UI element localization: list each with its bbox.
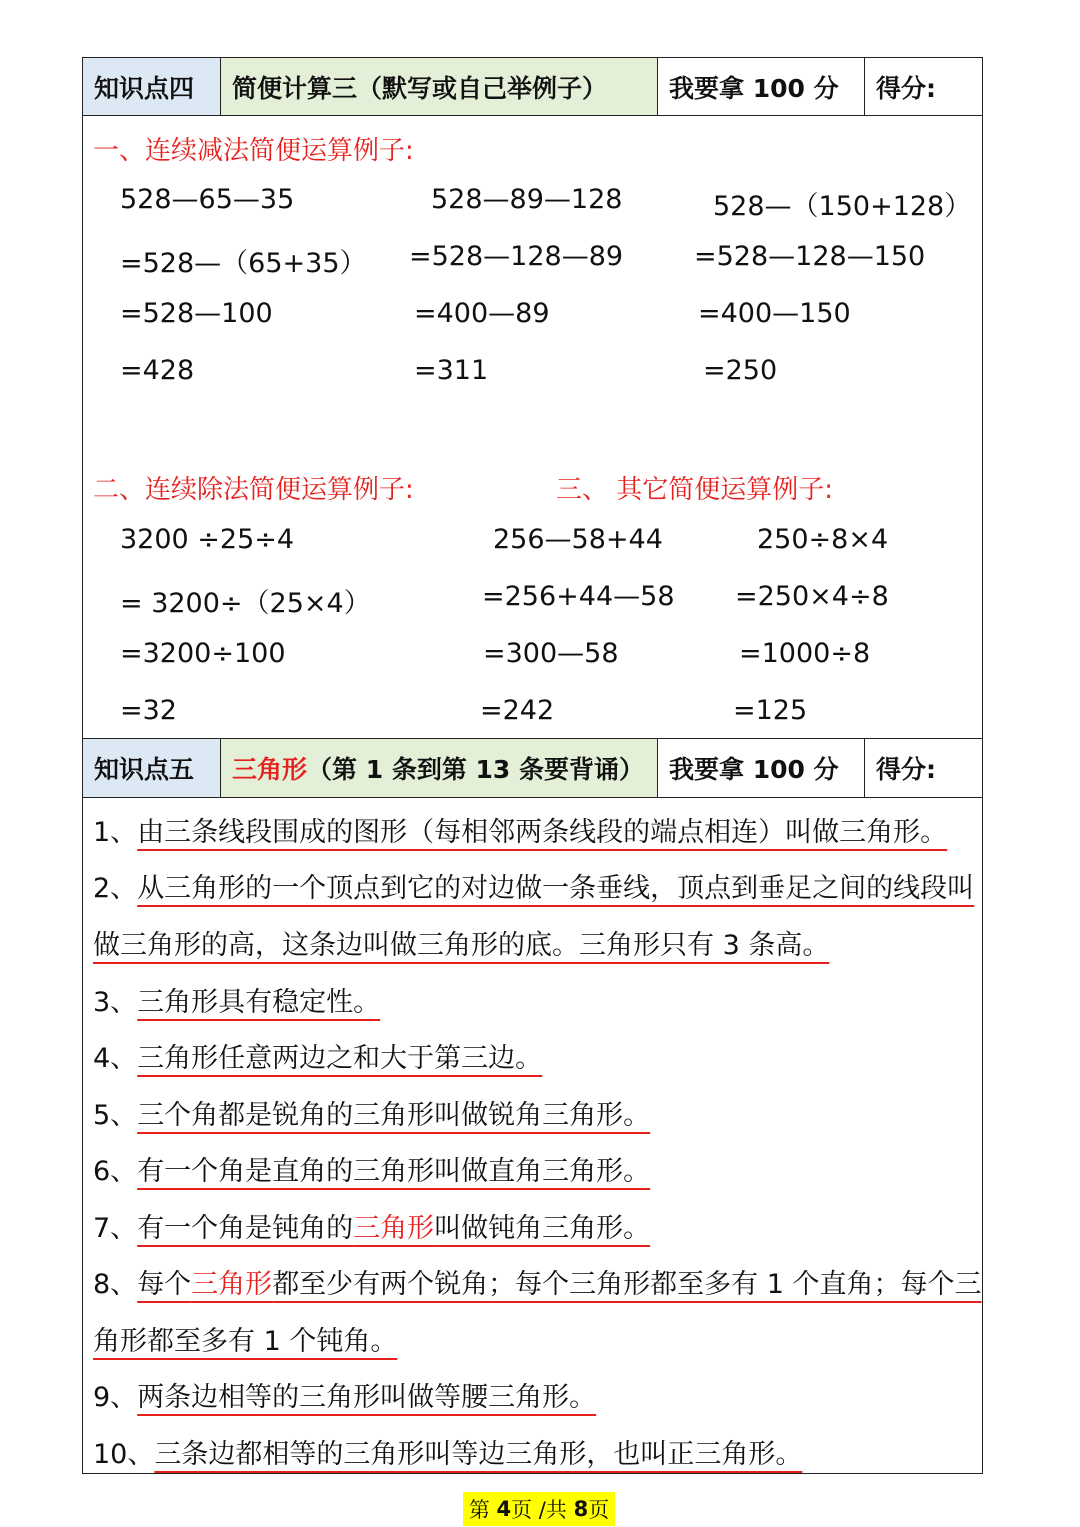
list-item-continued: [93, 923, 829, 962]
sec3-heading: 三、 其它简便运算例子:: [556, 475, 834, 505]
list-item: [93, 810, 947, 849]
div-col2-line: =300—58: [483, 638, 619, 669]
list-item: [93, 1036, 542, 1075]
kp4-tag: 知识点四: [83, 58, 221, 115]
kp4-header: [83, 58, 982, 116]
kp5-title-red: 三角形: [232, 755, 308, 784]
sub-col1-line: =428: [120, 355, 195, 386]
item-number: 9、: [93, 1382, 138, 1413]
div-col3-line: =250×4÷8: [735, 581, 889, 612]
item-text: 都至少有两个锐角；每个三角形都至多有 1 个直角；每个三: [272, 1269, 982, 1300]
page-footer: [463, 1492, 615, 1526]
div-col2-line: =256+44—58: [482, 581, 675, 612]
div-col2-line: =242: [480, 695, 555, 726]
sub-col2-line: 528—89—128: [431, 184, 623, 215]
div-col1-line: = 3200÷（25×4）: [120, 588, 371, 619]
page-number: 4: [496, 1497, 512, 1521]
item-number: 6、: [93, 1156, 138, 1187]
item-text: 三个角都是锐角的三角形叫做锐角三角形。: [137, 1100, 651, 1131]
footer-text: 页: [588, 1498, 610, 1522]
list-item: [93, 1262, 982, 1301]
item-text: 三角形任意两边之和大于第三边。: [137, 1043, 543, 1074]
sub-col3-line: 528—（150+128）: [713, 191, 972, 222]
sub-col1-line: =528—（65+35）: [120, 248, 367, 279]
kp5-title: [221, 739, 658, 797]
item-text-highlight: 三角形: [191, 1269, 273, 1300]
item-number: 1、: [93, 817, 138, 848]
sec1-heading: 一、连续减法简便运算例子:: [93, 136, 414, 166]
sub-col1-line: =528—100: [120, 298, 273, 329]
item-number: 8、: [93, 1269, 138, 1300]
footer-text: 页 /共: [511, 1498, 574, 1522]
list-item: [93, 1093, 650, 1132]
kp5-goal: 我要拿 100 分: [658, 739, 865, 797]
div-col1-line: =32: [120, 695, 177, 726]
kp5-title-rest: （第 1 条到第 13 条要背诵）: [307, 755, 645, 784]
div-col1-line: 3200 ÷25÷4: [120, 524, 295, 555]
div-col3-line: =125: [733, 695, 808, 726]
item-text: 三角形具有稳定性。: [137, 987, 381, 1018]
item-text: 角形都至多有 1 个钝角。: [93, 1326, 398, 1357]
kp4-title: 简便计算三（默写或自己举例子）: [221, 58, 658, 115]
item-text: 三条边都相等的三角形叫等边三角形，也叫正三角形。: [154, 1439, 803, 1470]
item-text: 叫做钝角三角形。: [434, 1213, 651, 1244]
worksheet: [82, 57, 983, 1474]
sub-col1-line: 528—65—35: [120, 184, 295, 215]
kp4-goal: 我要拿 100 分: [658, 58, 865, 115]
item-text-highlight: 三角形: [353, 1213, 435, 1244]
kp4-score: 得分:: [876, 73, 936, 103]
div-col3-line: 250÷8×4: [757, 524, 889, 555]
div-col2-line: 256—58+44: [493, 524, 663, 555]
sub-col2-line: =528—128—89: [409, 241, 624, 272]
footer-text: 第: [468, 1498, 497, 1522]
sec2-heading: 二、连续除法简便运算例子:: [93, 475, 414, 505]
sub-col2-line: =311: [414, 355, 489, 386]
list-item: [93, 980, 380, 1019]
div-col1-line: =3200÷100: [120, 638, 286, 669]
sub-col2-line: =400—89: [414, 298, 550, 329]
kp5-header: [83, 738, 982, 798]
sub-col3-line: =400—150: [698, 298, 851, 329]
list-item: [93, 1432, 802, 1471]
sub-col3-line: =250: [703, 355, 778, 386]
sub-col3-line: =528—128—150: [694, 241, 926, 272]
item-text: 有一个角是直角的三角形叫做直角三角形。: [137, 1156, 651, 1187]
item-number: 3、: [93, 987, 138, 1018]
item-text: 每个: [137, 1269, 192, 1300]
kp5-tag: 知识点五: [83, 739, 221, 797]
item-number: 4、: [93, 1043, 138, 1074]
item-text: 由三条线段围成的图形（每相邻两条线段的端点相连）叫做三角形。: [137, 817, 948, 848]
kp5-score: 得分:: [876, 755, 936, 784]
list-item-continued: [93, 1319, 397, 1358]
item-number: 5、: [93, 1100, 138, 1131]
list-item: [93, 866, 974, 905]
item-number: 2、: [93, 873, 138, 904]
list-item: [93, 1375, 596, 1414]
div-col3-line: =1000÷8: [739, 638, 871, 669]
item-text: 两条边相等的三角形叫做等腰三角形。: [137, 1382, 597, 1413]
item-text: 有一个角是钝角的: [137, 1213, 354, 1244]
list-item: [93, 1206, 650, 1245]
item-number: 10、: [93, 1439, 155, 1470]
item-number: 7、: [93, 1213, 138, 1244]
list-item: [93, 1149, 650, 1188]
total-pages: 8: [573, 1497, 589, 1521]
item-text: 从三角形的一个顶点到它的对边做一条垂线，顶点到垂足之间的线段叫: [137, 873, 975, 904]
item-text: 做三角形的高，这条边叫做三角形的底。三角形只有 3 条高。: [93, 930, 830, 961]
